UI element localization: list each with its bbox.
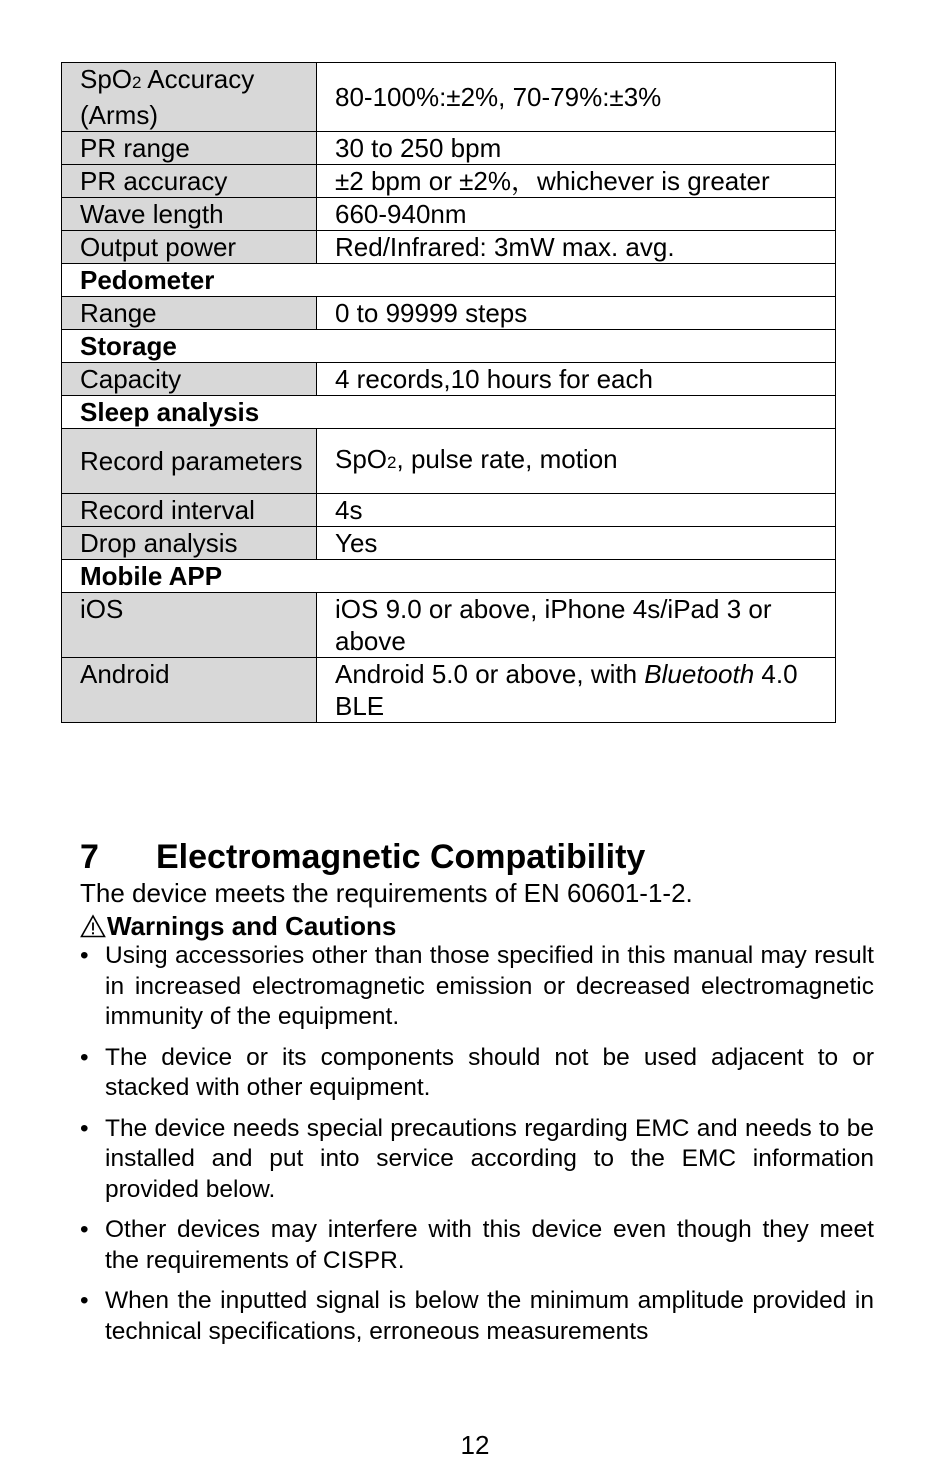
list-item: • Using accessories other than those specified in this manual may result in increased electromagnetic emission or decreased electromagnetic immunity of the equipment. (80, 942, 874, 1030)
record-interval-label: Record interval (62, 494, 317, 527)
table-row (62, 297, 836, 330)
pr-range-value: 30 to 250 bpm (317, 132, 836, 165)
spo2-accuracy-label: SpO2 Accuracy (Arms) (62, 63, 317, 132)
spo2-accuracy-value: 80-100%:±2%, 70-79%:±3% (317, 63, 836, 132)
record-parameters-value: SpO2, pulse rate, motion (317, 429, 836, 494)
warnings-heading (80, 910, 396, 942)
table-row (62, 593, 836, 658)
table-row (62, 231, 836, 264)
drop-analysis-value: Yes (317, 527, 836, 560)
table-row (62, 494, 836, 527)
table-row (62, 396, 836, 429)
range-label: Range (62, 297, 317, 330)
section-intro: The device meets the requirements of EN 60601-1-2. (80, 878, 693, 908)
record-interval-value: 4s (317, 494, 836, 527)
drop-analysis-label: Drop analysis (62, 527, 317, 560)
android-label: Android (62, 658, 317, 723)
sleep-analysis-heading: Sleep analysis (62, 396, 836, 429)
warnings-heading-text: Warnings and Cautions (107, 911, 397, 941)
pr-accuracy-value: ±2 bpm or ±2%，whichever is greater (317, 165, 836, 198)
table-row (62, 363, 836, 396)
specification-table (61, 62, 836, 723)
pr-range-label: PR range (62, 132, 317, 165)
capacity-value: 4 records,10 hours for each (317, 363, 836, 396)
wave-length-value: 660-940nm (317, 198, 836, 231)
android-value: Android 5.0 or above, with Bluetooth 4.0 BLE (317, 658, 836, 723)
section-heading (80, 836, 645, 878)
table-row (62, 560, 836, 593)
table-row (62, 658, 836, 723)
table-row (62, 264, 836, 297)
capacity-label: Capacity (62, 363, 317, 396)
warnings-list (80, 941, 874, 1357)
page-number: 12 (460, 1430, 490, 1460)
mobile-app-heading: Mobile APP (62, 560, 836, 593)
ios-value: iOS 9.0 or above, iPhone 4s/iPad 3 or above (317, 593, 836, 658)
wave-length-label: Wave length (62, 198, 317, 231)
record-parameters-label: Record parameters (62, 429, 317, 494)
pedometer-heading: Pedometer (62, 264, 836, 297)
table-row (62, 527, 836, 560)
table-row (62, 198, 836, 231)
table-row (62, 429, 836, 494)
section-title: Electromagnetic Compatibility (156, 838, 646, 876)
ios-label: iOS (62, 593, 317, 658)
table-row (62, 132, 836, 165)
output-power-value: Red/Infrared: 3mW max. avg. (317, 231, 836, 264)
list-item: • The device or its components should not be used adjacent to or stacked with other equipment. (80, 1043, 874, 1101)
list-item: • The device needs special precautions regarding EMC and needs to be installed and put into service according to the EMC information provided below. (80, 1114, 874, 1203)
pr-accuracy-label: PR accuracy (62, 165, 317, 198)
output-power-label: Output power (62, 231, 317, 264)
section-number: 7 (80, 838, 99, 876)
warning-triangle-icon (80, 914, 106, 938)
table-row (62, 63, 836, 132)
list-item: • When the inputted signal is below the minimum amplitude provided in technical specifications, erroneous measurements (80, 1287, 874, 1345)
table-row (62, 330, 836, 363)
table-row (62, 165, 836, 198)
storage-heading: Storage (62, 330, 836, 363)
range-value: 0 to 99999 steps (317, 297, 836, 330)
list-item: • Other devices may interfere with this device even though they meet the requirements of CISPR. (80, 1216, 874, 1274)
